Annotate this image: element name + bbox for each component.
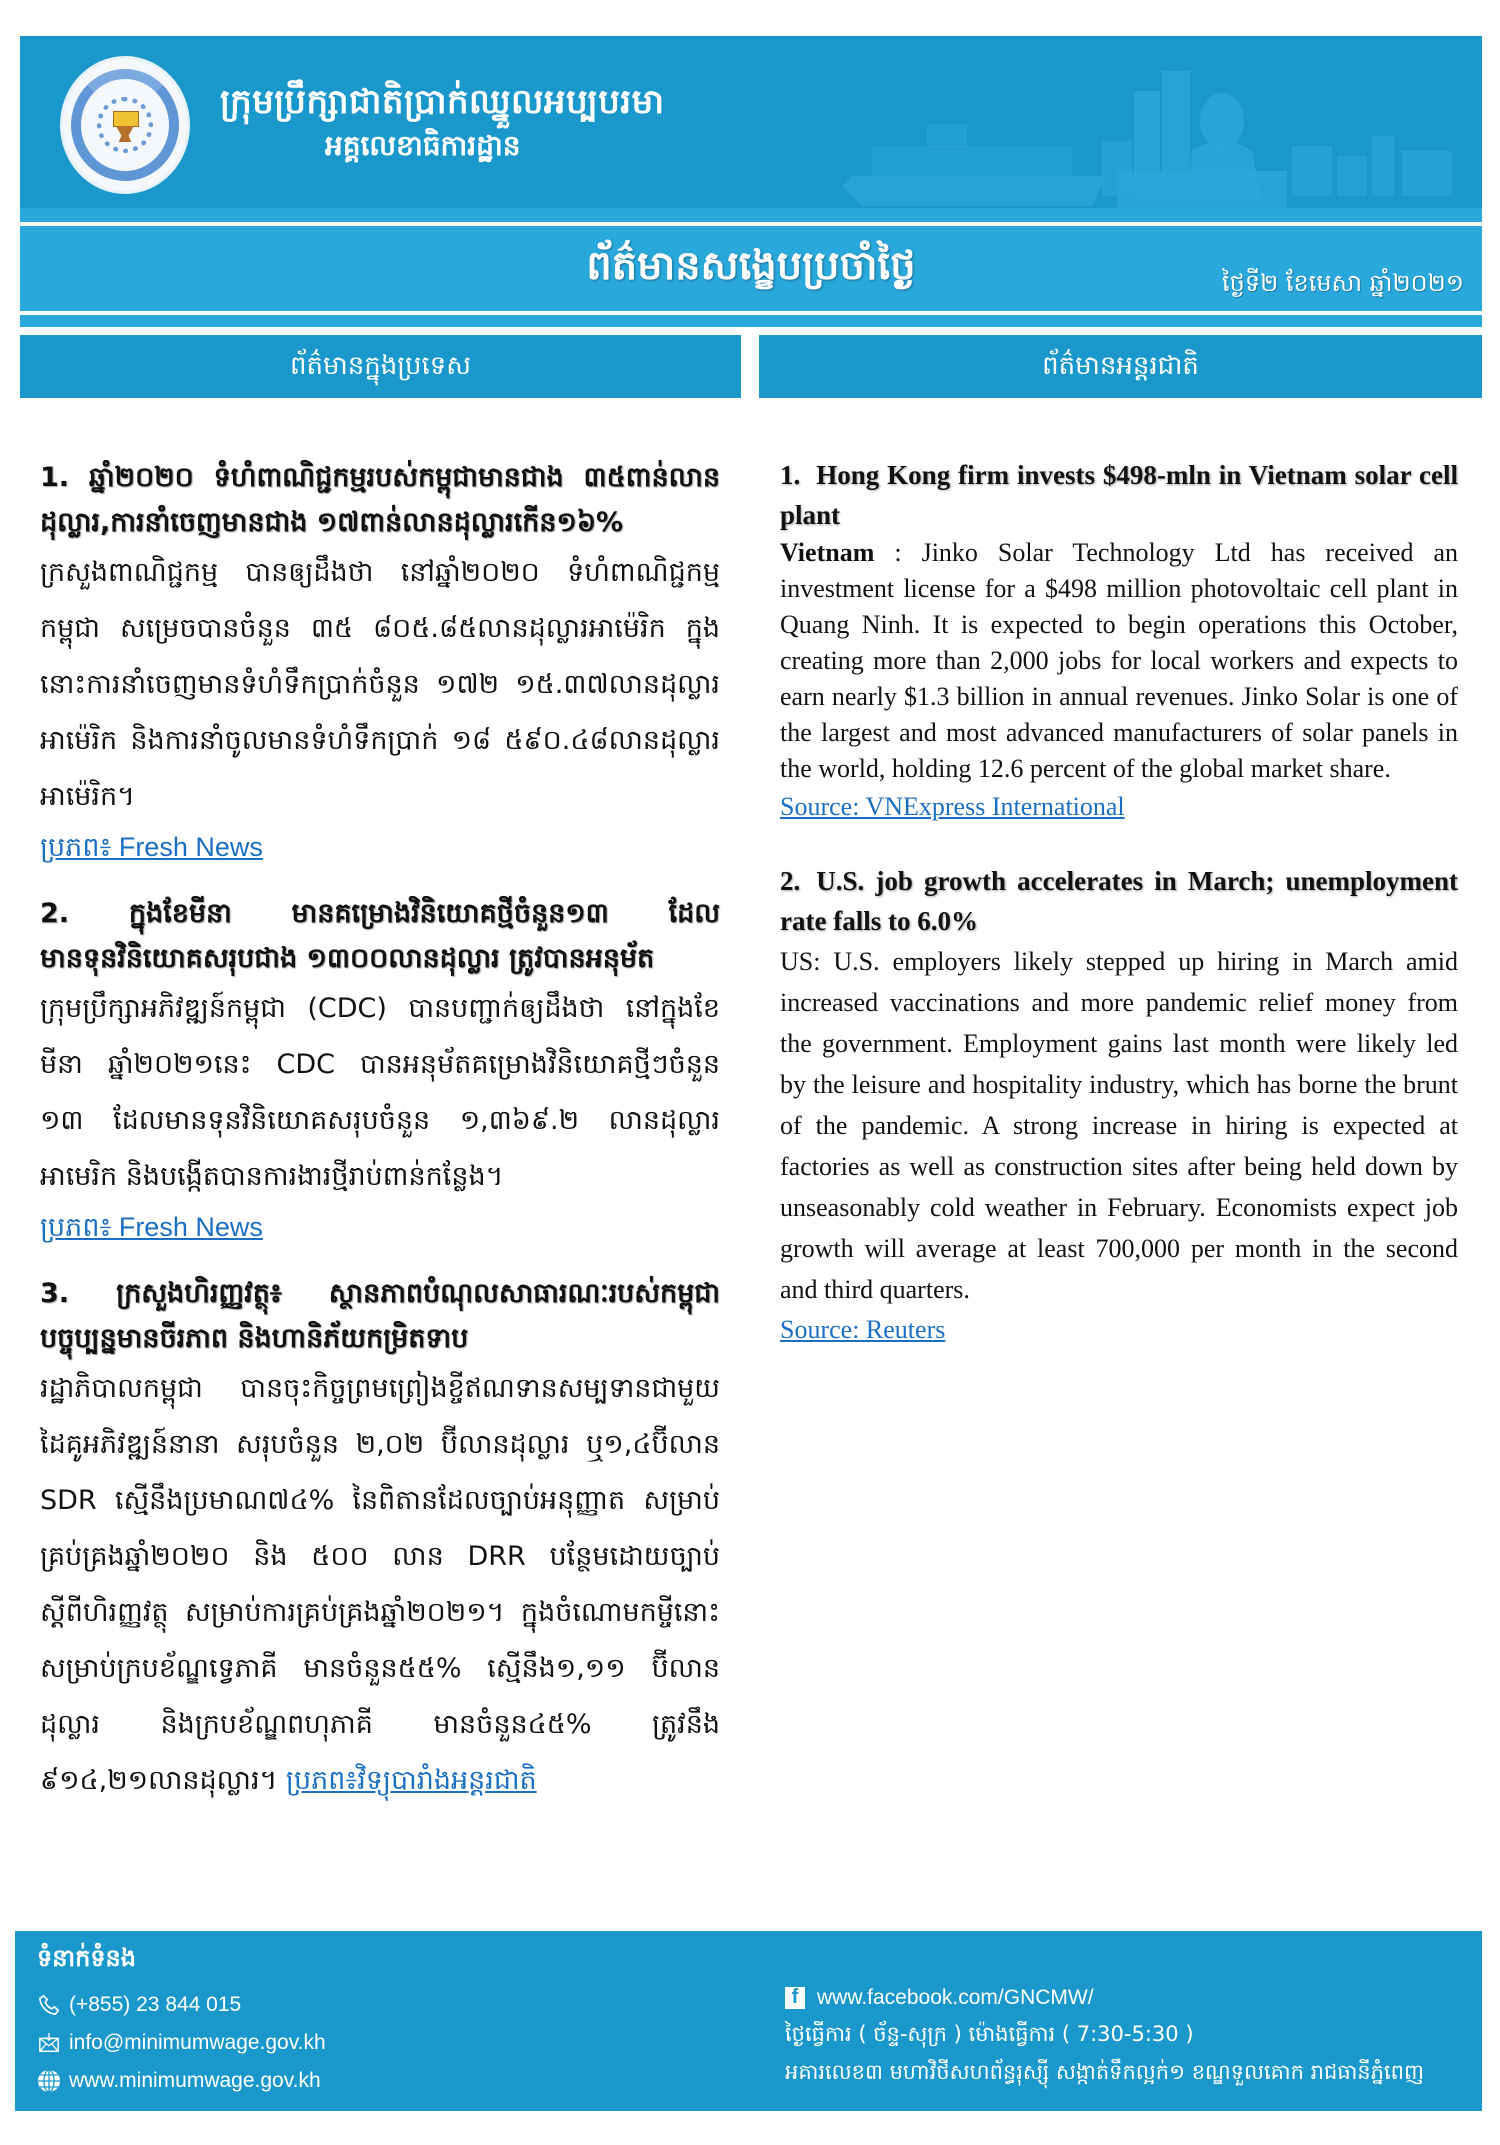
org-subtitle: អគ្គលេខាធិការដ្ឋាន bbox=[325, 129, 521, 162]
email-row bbox=[37, 2024, 326, 2062]
envelope-icon bbox=[37, 2031, 61, 2055]
article-dateline: US: bbox=[780, 947, 821, 976]
office-address: អគារលេខ៣ មហាវិថីសហព័ន្ធរុស្ស៊ី សង្កាត់ទឹកល្អក់១ ខណ្ឌទួលគោក រាជធានីភ្នំពេញ bbox=[785, 2059, 1424, 2084]
ministry-seal-icon bbox=[60, 56, 190, 194]
title-divider-strip bbox=[20, 315, 1482, 327]
article-source-link[interactable]: ប្រភព៖ Fresh News bbox=[40, 832, 263, 862]
article-body-wrapper bbox=[780, 941, 1458, 1310]
article-headline: 2. ក្នុងខែមីនា មានគម្រោងវិនិយោគថ្មីចំនួន១៣ ដែលមានទុនវិនិយោគសរុបជាង ១៣០០លានដុល្លារ ត្រូវបានអនុម័ត bbox=[40, 898, 720, 974]
header-banner bbox=[20, 36, 1482, 208]
article-body: : Jinko Solar Technology Ltd has received an investment license for a $498 million photovoltaic cell plant in Quang Ninh. It is expected to begin operations this October, creating more than 2,000 jobs for local workers and expects to earn nearly $1.3 billion in annual revenues. Jinko Solar is one of the largest and most advanced manufacturers of solar panels in the world, holding 12.6 percent of the global market share. bbox=[780, 538, 1458, 783]
org-name: ក្រុមប្រឹក្សាជាតិប្រាក់ឈ្នួលអប្បបរមា bbox=[220, 82, 665, 122]
article-dateline: Vietnam bbox=[780, 538, 875, 567]
facebook-icon: f bbox=[785, 1987, 805, 2009]
news-article bbox=[780, 861, 1458, 1350]
article-body: ក្រុមប្រឹក្សាអភិវឌ្ឍន៍កម្ពុជា (CDC) បានបញ្ជាក់ឲ្យដឹងថា នៅក្នុងខែមីនា ឆ្នាំ២០២១នេះ CDC បានអនុម័តគម្រោងវិនិយោគថ្មីៗចំនួន ១៣ ដែលមានទុនវិនិយោគសរុបចំនួន ១,៣៦៩.២ លានដុល្លារអាមេរិក និងបង្កើតបានការងារថ្មីរាប់ពាន់កន្លែង។ bbox=[40, 993, 720, 1192]
article-source-link[interactable]: Source: VNExpress International bbox=[780, 792, 1125, 821]
article-body-wrapper bbox=[780, 535, 1458, 787]
section-header-domestic: ព័ត៌មានក្នុងប្រទេស bbox=[20, 335, 741, 398]
footer-contact-bar bbox=[15, 1931, 1482, 2111]
header-divider-strip bbox=[20, 208, 1482, 222]
article-source-link[interactable]: ប្រភព៖វិទ្យុបារាំងអន្តរជាតិ bbox=[285, 1765, 537, 1796]
facebook-link[interactable]: www.facebook.com/GNCMW/ bbox=[817, 1986, 1094, 2009]
book-icon bbox=[113, 111, 139, 127]
page-title: ព័ត៌មានសង្ខេបប្រចាំថ្ងៃ bbox=[586, 243, 916, 289]
globe-icon bbox=[37, 2069, 61, 2093]
domestic-news-column bbox=[40, 455, 720, 1831]
title-band bbox=[20, 226, 1482, 311]
phone-row bbox=[37, 1986, 326, 2024]
article-body: U.S. employers likely stepped up hiring in March amid increased vaccinations and more pandemic relief money from the government. Employment gains last month were likely led by the leisure and hospitality industry, which has borne the brunt of the pandemic. A strong increase in hiring is expected at factories as well as construction sites after being held down by unseasonably cold weather in February. Economists expect job growth will average at least 700,000 per month in the second and third quarters. bbox=[780, 947, 1459, 1304]
website-row bbox=[37, 2062, 326, 2100]
article-headline: Hong Kong firm invests $498-mln in Vietnam solar cell plant bbox=[780, 460, 1458, 530]
article-source-link[interactable]: Source: Reuters bbox=[780, 1315, 946, 1344]
international-news-column bbox=[780, 455, 1458, 1384]
news-article bbox=[40, 1271, 720, 1809]
article-headline-wrapper bbox=[780, 861, 1458, 941]
news-article bbox=[40, 891, 720, 1249]
news-article bbox=[40, 455, 720, 869]
news-article bbox=[780, 455, 1458, 827]
article-number: 1. bbox=[780, 460, 801, 490]
office-info-block bbox=[785, 1979, 1424, 2093]
article-headline: 3. ក្រសួងហិរញ្ញវត្ថុ៖ ស្ថានភាពបំណុលសាធារណៈរបស់កម្ពុជាបច្ចុប្បន្នមានចីរភាព និងហានិភ័យកម្រិតទាប bbox=[40, 1278, 720, 1354]
issue-date: ថ្ងៃទី២ ខែមេសា ឆ្នាំ២០២១ bbox=[1221, 269, 1464, 297]
article-headline: U.S. job growth accelerates in March; unemployment rate falls to 6.0% bbox=[780, 866, 1458, 936]
article-headline: 1. ឆ្នាំ២០២០ ទំហំពាណិជ្ជកម្មរបស់កម្ពុជាមានជាង ៣៥ពាន់លានដុល្លារ,ការនាំចេញមានជាង ១៧ពាន់លានដុល្លារកើន១៦% bbox=[40, 462, 720, 538]
contact-block bbox=[37, 1943, 326, 2100]
facebook-row bbox=[785, 1979, 1424, 2017]
contact-title: ទំនាក់ទំនង bbox=[37, 1944, 137, 1972]
article-headline-wrapper bbox=[780, 455, 1458, 535]
city-port-skyline-illustration bbox=[762, 36, 1482, 208]
article-source-link[interactable]: ប្រភព៖ Fresh News bbox=[40, 1212, 263, 1242]
article-body-wrapper bbox=[40, 1361, 720, 1809]
article-body: ក្រសួងពាណិជ្ជកម្ម បានឲ្យដឹងថា នៅឆ្នាំ២០២០ ទំហំពាណិជ្ជកម្មកម្ពុជា សម្រេចបានចំនួន ៣៥ ៨០៥.៨៥លានដុល្លារអាម៉េរិក ក្នុងនោះការនាំចេញមានទំហំទឹកប្រាក់ចំនួន ១៧២ ១៥.៣៧លានដុល្លារអាម៉េរិក និងការនាំចូលមានទំហំទឹកប្រាក់ ១៨ ៥៩០.៤៨លានដុល្លារអាម៉េរិក។ bbox=[40, 557, 720, 812]
section-header-international: ព័ត៌មានអន្តរជាតិ bbox=[759, 335, 1482, 398]
phone-icon bbox=[37, 1993, 61, 2017]
email-link[interactable]: info@minimumwage.gov.kh bbox=[69, 2031, 326, 2054]
website-link[interactable]: www.minimumwage.gov.kh bbox=[69, 2069, 321, 2092]
article-body: រដ្ឋាភិបាលកម្ពុជា បានចុះកិច្ចព្រមព្រៀងខ្ចីឥណទានសម្បទានជាមួយដៃគូអភិវឌ្ឍន៍នានា សរុបចំនួន ២,០២ ប៊ីលានដុល្លារ ឬ១,៤ប៊ីលាន SDR ស្មើនឹងប្រមាណ៧៤% នៃពិតានដែលច្បាប់អនុញ្ញាត សម្រាប់គ្រប់គ្រងឆ្នាំ២០២០ និង ៥០០ លាន DRR បន្ថែមដោយច្បាប់ស្តីពីហិរញ្ញវត្ថុ សម្រាប់ការគ្រប់គ្រងឆ្នាំ២០២១។ ក្នុងចំណោមកម្ចីនោះ សម្រាប់ក្របខ័ណ្ឌទ្វេភាគី មានចំនួន៥៥% ស្មើនឹង១,១១ ប៊ីលានដុល្លារ និងក្របខ័ណ្ឌពហុភាគី មានចំនួន៤៥% ត្រូវនឹង ៩១៤,២១លានដុល្លារ។ bbox=[40, 1373, 720, 1796]
working-hours: ថ្ងៃធ្វើការ ( ច័ន្ទ-សុក្រ ) ម៉ោងធ្វើការ ( 7:30-5:30 ) bbox=[785, 2021, 1194, 2046]
phone-number[interactable]: (+855) 23 844 015 bbox=[69, 1993, 242, 2016]
article-number: 2. bbox=[780, 866, 801, 896]
